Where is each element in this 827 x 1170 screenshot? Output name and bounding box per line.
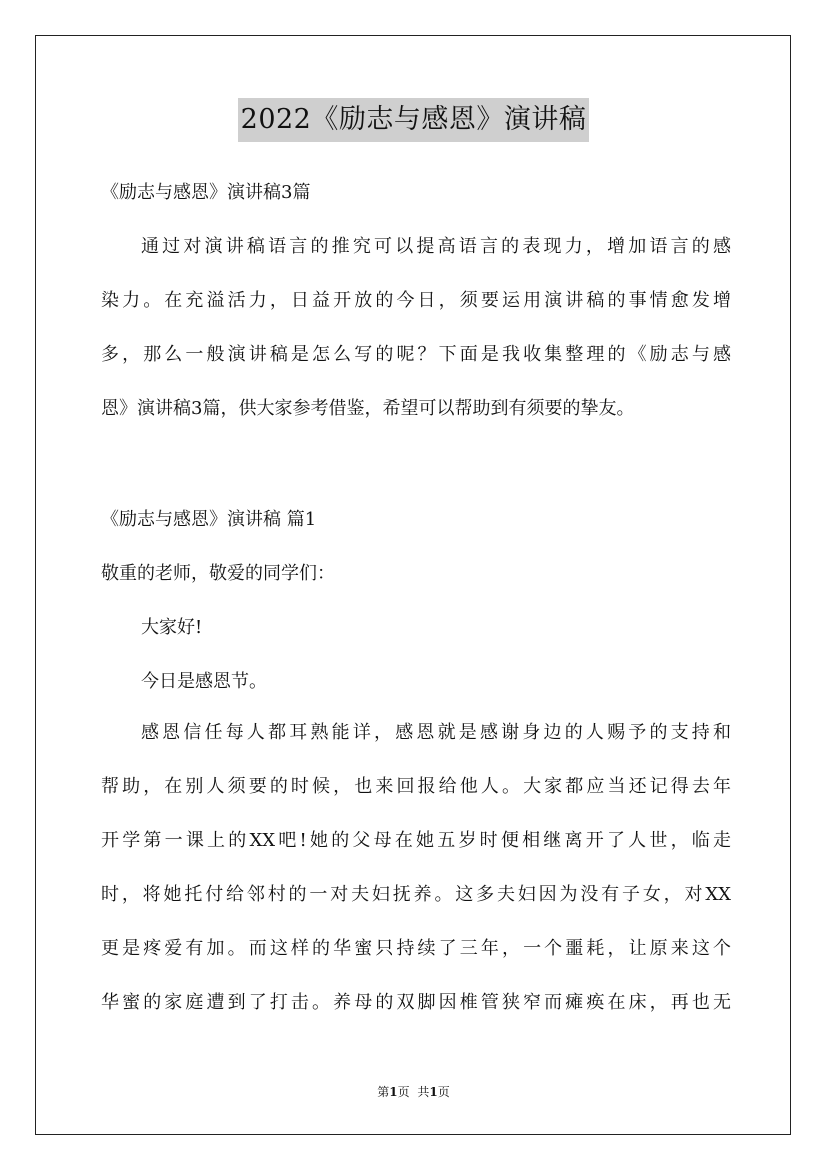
footer-total-prefix: 共: [417, 1085, 430, 1099]
document-title-wrap: [0, 98, 827, 142]
intro-line: 恩》演讲稿3篇，供大家参考借鉴，希望可以帮助到有须要的挚友。: [101, 398, 635, 419]
subtitle: 《励志与感恩》演讲稿3篇: [101, 182, 311, 203]
section-heading: 《励志与感恩》演讲稿 篇1: [101, 509, 317, 530]
body-line: 感恩信任每人都耳熟能详，感恩就是感谢身边的人赐予的支持和: [141, 722, 731, 743]
footer-page-prefix: 第: [377, 1085, 390, 1099]
body-line: 时，将她托付给邻村的一对夫妇抚养。这多夫妇因为没有子女，对XX: [101, 884, 731, 905]
document-title: 2022《励志与感恩》演讲稿: [238, 98, 590, 142]
today-line: 今日是感恩节。: [141, 671, 267, 692]
intro-line: 通过对演讲稿语言的推究可以提高语言的表现力，增加语言的感: [141, 236, 731, 257]
body-line: 开学第一课上的XX吧!她的父母在她五岁时便相继离开了人世，临走: [101, 830, 731, 851]
footer-page-suffix: 页: [397, 1085, 410, 1099]
footer-page-number: 1: [389, 1085, 398, 1099]
intro-line: 染力。在充溢活力，日益开放的今日，须要运用演讲稿的事情愈发增: [101, 290, 731, 311]
intro-paragraph: [101, 220, 731, 436]
body-paragraph: [101, 706, 731, 1030]
footer-total-suffix: 页: [437, 1085, 450, 1099]
greeting: 大家好!: [141, 617, 203, 638]
body-line: 更是疼爱有加。而这样的华蜜只持续了三年，一个噩耗，让原来这个: [101, 938, 731, 959]
body-line: 帮助，在别人须要的时候，也来回报给他人。大家都应当还记得去年: [101, 776, 731, 797]
footer-total-number: 1: [429, 1085, 438, 1099]
body-line: 华蜜的家庭遭到了打击。养母的双脚因椎管狭窄而瘫痪在床，再也无: [101, 992, 731, 1013]
page-footer: [0, 1084, 827, 1100]
salutation: 敬重的老师，敬爱的同学们：: [101, 563, 335, 584]
intro-line: 多，那么一般演讲稿是怎么写的呢？下面是我收集整理的《励志与感: [101, 344, 731, 365]
